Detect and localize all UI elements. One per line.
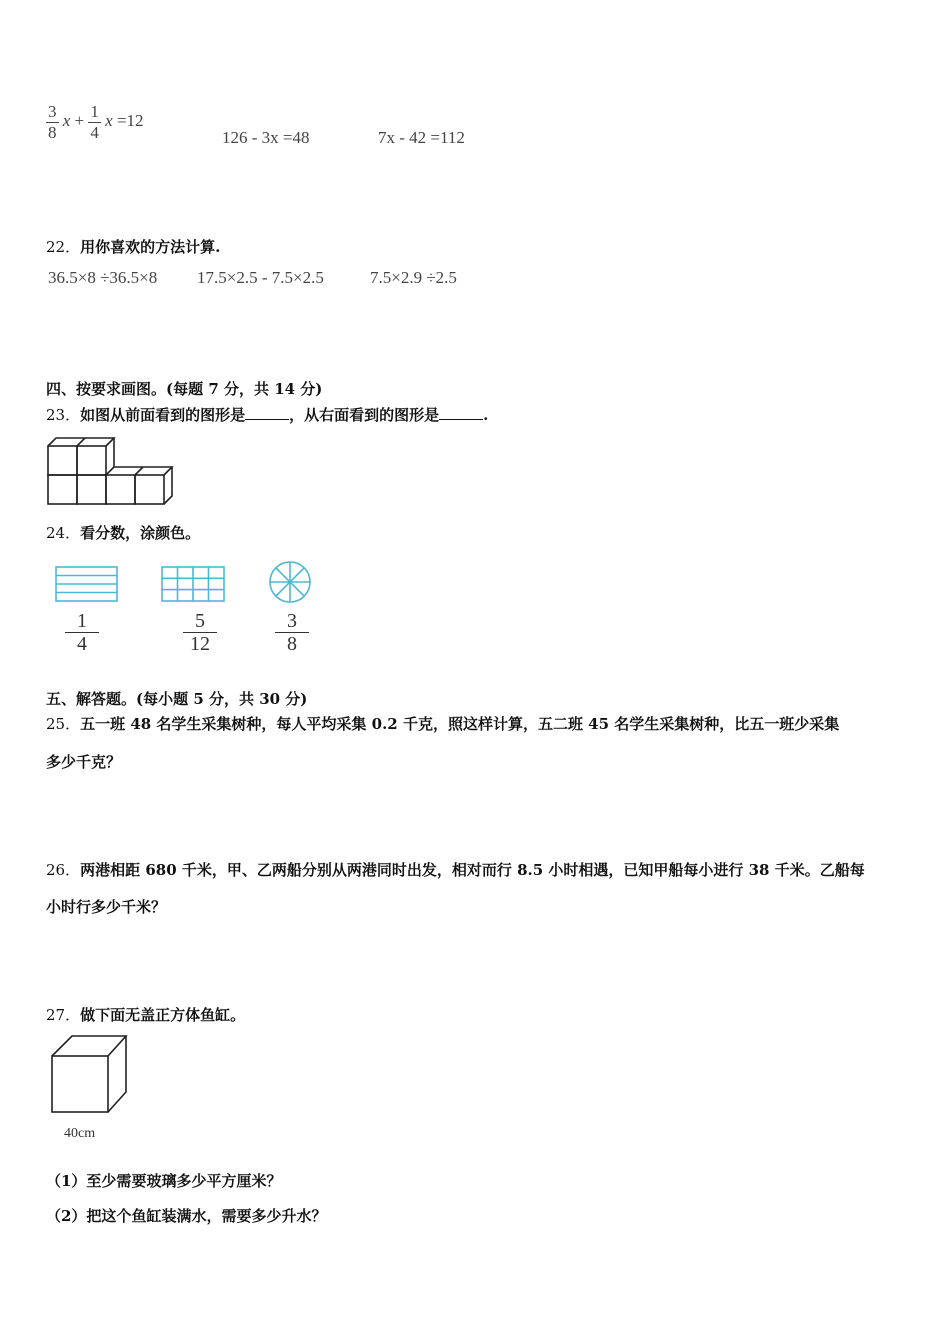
- answer-blank-front[interactable]: [245, 407, 289, 420]
- variable-x: x: [62, 110, 71, 130]
- question-23: [46, 404, 488, 425]
- open-cube-figure: [50, 1034, 130, 1116]
- equation-1: [46, 102, 144, 142]
- question-25-line-1: [46, 713, 839, 734]
- q22-expression-1: 36.5×8 ÷36.5×8: [48, 268, 158, 287]
- question-text-a: 如图从前面看到的图形是: [80, 406, 246, 424]
- fraction-1-4: $\frac{1}{4}$: [90, 102, 99, 142]
- question-25-line-2: 多少千克？: [46, 753, 122, 771]
- question-26-line-1: [46, 859, 865, 880]
- section-4-title: 四、按要求画图。(每题 7 分，共 14 分): [46, 380, 323, 398]
- fraction-label-3-8: $\frac{3}{8}$: [275, 610, 309, 655]
- fraction-label-5-12: $\frac{5}{12}$: [183, 610, 217, 655]
- fraction-label-1-4: $\frac{1}{4}$: [65, 610, 99, 655]
- question-26-line-2: 小时行多少千米？: [46, 898, 167, 916]
- question-text: 看分数，涂颜色。: [80, 524, 201, 542]
- q22-expression-2: 17.5×2.5 - 7.5×2.5: [197, 268, 324, 287]
- fraction-grid-twelfths[interactable]: [161, 566, 227, 604]
- question-22: [46, 236, 220, 257]
- cube-stack-figure: [44, 434, 184, 510]
- question-27: [46, 1004, 245, 1025]
- question-number: 27．: [46, 1006, 81, 1024]
- question-text-b: ，从右面看到的图形是: [289, 406, 440, 424]
- equation-2: 126 - 3x =48: [222, 128, 310, 147]
- question-27-sub-1: （1）至少需要玻璃多少平方厘米？: [46, 1172, 282, 1190]
- plus-sign: +: [74, 110, 85, 130]
- equation-3: 7x - 42 =112: [378, 128, 465, 147]
- question-number: 26．: [46, 861, 81, 879]
- q22-expression-3: 7.5×2.9 ÷2.5: [370, 268, 457, 287]
- question-number: 24．: [46, 524, 81, 542]
- question-24: [46, 522, 200, 543]
- question-27-sub-2: （2）把这个鱼缸装满水，需要多少升水？: [46, 1207, 327, 1225]
- variable-x: x: [105, 110, 113, 130]
- equation-rhs: =12: [116, 110, 144, 130]
- question-text: 两港相距 680 千米，甲、乙两船分别从两港同时出发，相对而行 8.5 小时相遇，已知甲船每小进行 38 千米。乙船每: [80, 861, 865, 879]
- question-text-c: .: [483, 406, 489, 424]
- section-5-title: 五、解答题。(每小题 5 分，共 30 分): [46, 690, 308, 708]
- question-number: 25．: [46, 715, 81, 733]
- question-text: 用你喜欢的方法计算.: [80, 238, 221, 256]
- answer-blank-right[interactable]: [439, 407, 483, 420]
- question-text: 做下面无盖正方体鱼缸。: [80, 1006, 246, 1024]
- question-text: 五一班 48 名学生采集树种，每人平均采集 0.2 千克，照这样计算，五二班 45 名学生采集树种，比五一班少采集: [80, 715, 840, 733]
- fraction-circle-eighths[interactable]: [268, 560, 312, 604]
- fraction-bar-quarters[interactable]: [55, 566, 119, 604]
- cube-edge-label: 40cm: [64, 1126, 96, 1141]
- fraction-3-8: $\frac{3}{8}$: [48, 102, 57, 142]
- question-number: 23．: [46, 406, 81, 424]
- question-number: 22．: [46, 238, 81, 256]
